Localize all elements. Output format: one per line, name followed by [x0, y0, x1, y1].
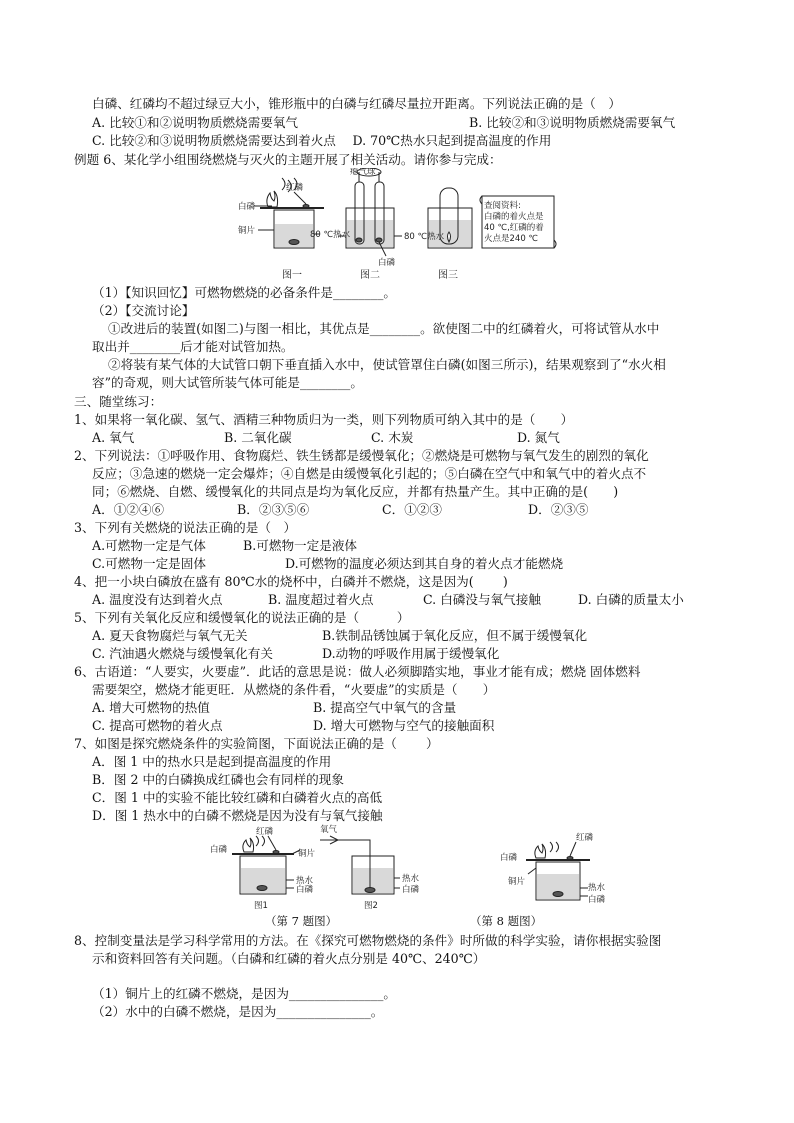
example6-title: 例题 6、某化学小组围绕燃烧与灭火的主题开展了相关活动。请你参与完成：	[74, 152, 502, 167]
label-balloon: 瘪气球	[350, 168, 376, 177]
fig2-hot-water	[347, 220, 393, 247]
q2-option-c: C．①②③	[382, 502, 443, 517]
q1-option-c: C. 木炭	[371, 430, 414, 445]
q2-option-a: A．①②④⑥	[92, 502, 165, 517]
q4-option-a: A. 温度没有达到着火点	[92, 592, 223, 607]
q2-option-d: D．②③⑤	[528, 502, 589, 517]
example6-q2-1a: ①改进后的装置(如图二)与图一相比，其优点是________。欲使图二中的红磷着火，可将试管从水中	[108, 321, 660, 336]
section3-title: 三、随堂练习：	[74, 394, 163, 409]
q7-label-copper: 铜片	[298, 849, 316, 859]
example6-q2: （2）【交流讨论】	[92, 303, 195, 318]
q4-option-b: B. 温度超过着火点	[268, 592, 374, 607]
q2-option-b: B．②③⑤⑥	[237, 502, 310, 517]
q5-option-d: D.动物的呼吸作用属于缓慢氧化	[322, 646, 500, 661]
caption-fig2: 图二	[360, 270, 380, 281]
q6-option-d: D. 增大可燃物与空气的接触面积	[313, 718, 495, 733]
intro-line: 白磷、红磷均不超过绿豆大小，锥形瓶中的白磷与红磷尽量拉开距离。下列说法正确的是（ ）	[92, 96, 621, 111]
intro-option-a: A. 比较①和②说明物质燃烧需要氧气	[92, 115, 299, 130]
q3-option-d: D.可燃物的温度必须达到其自身的着火点才能燃烧	[285, 556, 564, 571]
q5-option-c: C. 汽油遇火燃烧与缓慢氧化有关	[92, 646, 273, 661]
q4-stem: 4、把一小块白磷放在盛有 80℃水的烧杯中，白磷并不燃烧，这是因为( )	[74, 574, 508, 589]
fig1-flame-icon	[267, 191, 278, 207]
q7-option-a: A．图 1 中的热水只是起到提高温度的作用	[92, 754, 332, 769]
q7-label-white-p: 白磷	[210, 845, 228, 855]
example6-q2-2b: 容”的奇观，则大试管所装气体可能是________。	[92, 375, 363, 390]
q8-figure	[500, 826, 610, 906]
q7-label-red-p: 红磷	[256, 827, 274, 837]
q5-stem: 5、下列有关氧化反应和缓慢氧化的说法正确的是（ ）	[74, 610, 410, 625]
q8-sub1: （1）铜片上的红磷不燃烧，是因为_______________。	[92, 986, 396, 1001]
fig1-white-phosphorus	[289, 240, 299, 245]
q6-option-b: B. 提高空气中氧气的含量	[313, 700, 457, 715]
q3-option-b: B.可燃物一定是液体	[243, 538, 358, 553]
example6-q2-2a: ②将装有某气体的大试管口朝下垂直插入水中，使试管罩住白磷(如图三所示)，结果观察到了“水火相	[108, 357, 666, 372]
fig3-flame-icon	[448, 232, 451, 242]
q8-label-red-p: 红磷	[576, 833, 594, 843]
q2-line2: 反应；③急速的燃烧一定会爆炸；④自燃是由缓慢氧化引起的；⑤白磷在空气中和氧气中的着火点不	[92, 466, 647, 481]
q7-option-b: B．图 2 中的白磷换成红磷也会有同样的现象	[92, 772, 344, 787]
label-hot-water-2: 80 ℃热水	[404, 232, 445, 242]
caption-fig3: 图三	[438, 270, 458, 281]
q2-line3: 同；⑥燃烧、自燃、缓慢氧化的共同点是均为氧化反应，并都有热量产生。其中正确的是( )	[92, 484, 619, 499]
q6-line1: 6、古语道：“人要实，火要虚”．此话的意思是说：做人必须脚踏实地，事业才能有成；燃烧 固体燃料	[74, 664, 641, 679]
label-white-phosphorus-2: 白磷	[378, 258, 396, 268]
q5-option-a: A. 夏天食物腐烂与氧气无关	[92, 628, 248, 643]
q8-smoke-icon	[550, 842, 559, 852]
q6-line2: 需要架空，燃烧才能更旺．从燃烧的条件看，“火要虚”的实质是（ ）	[92, 682, 496, 697]
q8-figure-caption: （第 8 题图）	[470, 914, 543, 928]
q7-flame-icon	[243, 838, 254, 852]
q8-flame-icon	[535, 844, 546, 858]
q6-option-c: C. 提高可燃物的着火点	[92, 718, 223, 733]
info-line-1: 查阅资料:	[484, 201, 521, 211]
q7-caption-fig2: 图2	[364, 901, 378, 911]
q6-option-a: A. 增大可燃物的热值	[92, 700, 210, 715]
q3-option-c: C.可燃物一定是固体	[92, 556, 206, 571]
q8-line2: 示和资料回答有关问题。（白磷和红磷的着火点分别是 40℃、240℃）	[92, 951, 486, 966]
q3-option-a: A.可燃物一定是气体	[92, 538, 206, 553]
example6-q1: （1）【知识回忆】可燃物燃烧的必备条件是________。	[92, 285, 396, 300]
q7-smoke-icon	[256, 836, 265, 846]
q5-option-b: B.铁制品锈蚀属于氧化反应，但不属于缓慢氧化	[322, 628, 588, 643]
q8-label-hot-water: 热水	[588, 883, 606, 893]
q4-option-c: C. 白磷没与氧气接触	[423, 592, 541, 607]
q7-figure-caption: （第 7 题图）	[265, 914, 338, 928]
info-line-3: 40 ℃,红磷的着	[484, 223, 544, 233]
info-line-2: 白磷的着火点是	[484, 212, 544, 222]
intro-option-cd: C. 比较②和③说明物质燃烧需要达到着火点 D. 70℃热水只起到提高温度的作用	[92, 133, 552, 148]
q7-option-c: C．图 1 中的实验不能比较红磷和白磷着火点的高低	[92, 790, 383, 805]
q8-label-copper: 铜片	[508, 877, 526, 887]
q8-line1: 8、控制变量法是学习科学常用的方法。在《探究可燃物燃烧的条件》时所做的科学实验，请你根据实验图	[74, 933, 662, 948]
caption-fig1: 图一	[282, 270, 302, 281]
q7-caption-fig1: 图1	[254, 901, 268, 911]
q8-sub2: （2）水中的白磷不燃烧，是因为_______________。	[92, 1004, 384, 1019]
q7-option-d: D．图 1 热水中的白磷不燃烧是因为没有与氧气接触	[92, 808, 383, 823]
q7-label-hot-water-1: 热水	[296, 876, 314, 886]
q8-label-white-p-2: 白磷	[588, 895, 606, 905]
q7-label-oxygen: 氧气	[320, 825, 338, 835]
info-line-4: 火点是240 ℃	[484, 234, 538, 244]
q7-figure	[210, 822, 420, 912]
label-white-phosphorus: 白磷	[238, 202, 256, 212]
q1-option-d: D. 氮气	[517, 430, 560, 445]
intro-option-b: B. 比较②和③说明物质燃烧需要氧气	[469, 115, 676, 130]
q7-label-white-p-1: 白磷	[296, 885, 314, 895]
q1-stem: 1、如果将一氧化碳、氢气、酒精三种物质归为一类，则下列物质可纳入其中的是（ ）	[74, 412, 574, 427]
label-hot-water-1: 80 ℃热水	[310, 230, 351, 240]
fig1-red-phosphorus	[303, 205, 309, 208]
q2-line1: 2、下列说法：①呼吸作用、食物腐烂、铁生锈都是缓慢氧化；②燃烧是可燃物与氧气发生的剧烈的氧化	[74, 448, 649, 463]
q7-label-hot-water-2: 热水	[402, 874, 420, 884]
q4-option-d: D. 白磷的质量太小	[578, 592, 684, 607]
label-red-phosphorus: 红磷	[286, 183, 304, 193]
q3-stem: 3、下列有关燃烧的说法正确的是（ ）	[74, 520, 297, 535]
q7-label-white-p-2: 白磷	[402, 885, 420, 895]
q1-option-a: A. 氧气	[92, 430, 135, 445]
example6-q2-1b: 取出并________后才能对试管加热。	[92, 339, 294, 354]
example6-figure	[238, 168, 560, 284]
q1-option-b: B. 二氧化碳	[224, 430, 292, 445]
q7-stem: 7、如图是探究燃烧条件的实验简图，下面说法正确的是（ ）	[74, 736, 439, 751]
label-copper-sheet: 铜片	[238, 226, 256, 236]
q8-label-white-p: 白磷	[500, 853, 518, 863]
